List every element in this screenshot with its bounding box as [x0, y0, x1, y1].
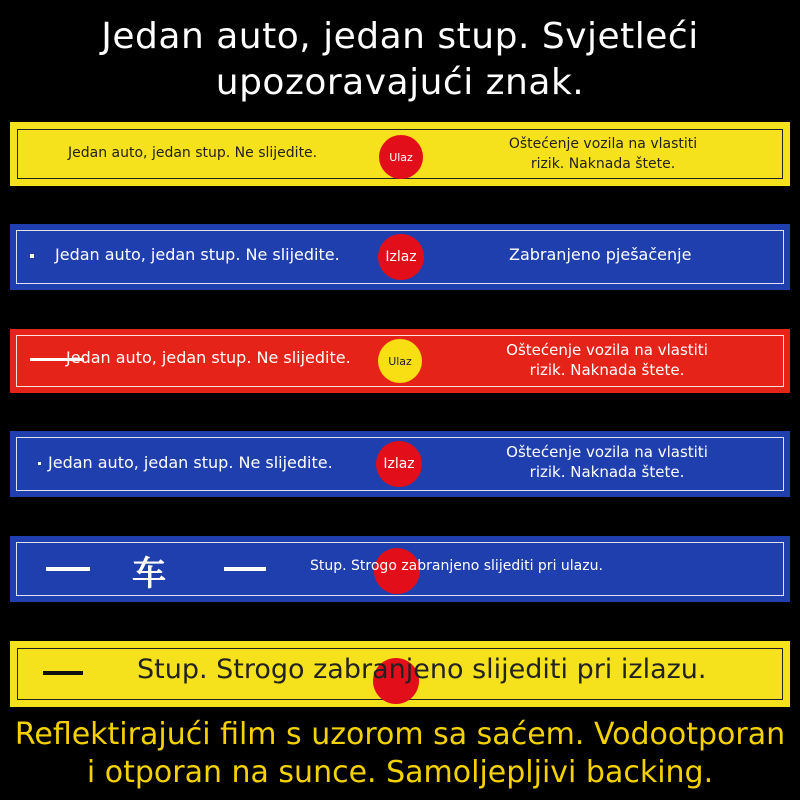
- strip-right-text: [484, 442, 730, 482]
- strip-right-text: [483, 134, 723, 174]
- strip-left-text: Jedan auto, jedan stup. Ne slijedite.: [66, 348, 351, 367]
- footer-line-1: Reflektirajući film s uzorom sa saćem. Vodootporan: [14, 717, 786, 752]
- dot-mark: [30, 254, 34, 258]
- entry-badge: Ulaz: [379, 135, 423, 179]
- dot-mark: [38, 462, 41, 465]
- footer-caption: [0, 716, 800, 792]
- exit-badge: Izlaz: [378, 234, 424, 280]
- sign-strip-yellow-entry: [10, 122, 790, 186]
- title-line-1: Jedan auto, jedan stup. Svjetleći: [101, 16, 699, 57]
- strip-left-text: Jedan auto, jedan stup. Ne slijedite.: [48, 453, 333, 472]
- strip-right-line-2: rizik. Naknada štete.: [529, 361, 685, 379]
- dash-mark: [43, 671, 83, 675]
- strip-right-line-2: rizik. Naknada štete.: [529, 463, 685, 481]
- strip-left-text: Jedan auto, jedan stup. Ne slijedite.: [55, 245, 340, 264]
- dash-mark-right: [224, 567, 266, 571]
- strip-right-text: [484, 340, 730, 380]
- strip-text: Stup. Strogo zabranjeno slijediti pri ulazu.: [310, 558, 603, 574]
- strip-left-text: Jedan auto, jedan stup. Ne slijedite.: [68, 145, 318, 161]
- car-glyph: 车: [132, 554, 166, 594]
- strip-right-line-1: Oštećenje vozila na vlastiti: [508, 136, 698, 152]
- sign-strip-red-entry: [10, 329, 790, 393]
- footer-line-2: i otporan na sunce. Samoljepljivi backing.: [86, 755, 714, 790]
- strip-right-line-1: Oštećenje vozila na vlastiti: [506, 443, 708, 461]
- strip-right-line-2: rizik. Naknada štete.: [530, 156, 676, 172]
- sign-strip-yellow-no-follow-exit: [10, 641, 790, 707]
- sign-strip-blue-no-follow-entry: [10, 536, 790, 602]
- strip-right-text: Zabranjeno pješačenje: [509, 245, 692, 264]
- page-title: [0, 14, 800, 106]
- strip-text: Stup. Strogo zabranjeno slijediti pri izlazu.: [137, 654, 707, 685]
- strip-right-line-1: Oštećenje vozila na vlastiti: [506, 341, 708, 359]
- sign-strip-blue-exit: [10, 224, 790, 290]
- exit-badge: Izlaz: [376, 441, 422, 487]
- sign-strip-blue-exit-2: [10, 431, 790, 497]
- dash-mark-left: [46, 567, 90, 571]
- title-line-2: upozoravajući znak.: [215, 62, 585, 103]
- entry-badge: Ulaz: [378, 339, 422, 383]
